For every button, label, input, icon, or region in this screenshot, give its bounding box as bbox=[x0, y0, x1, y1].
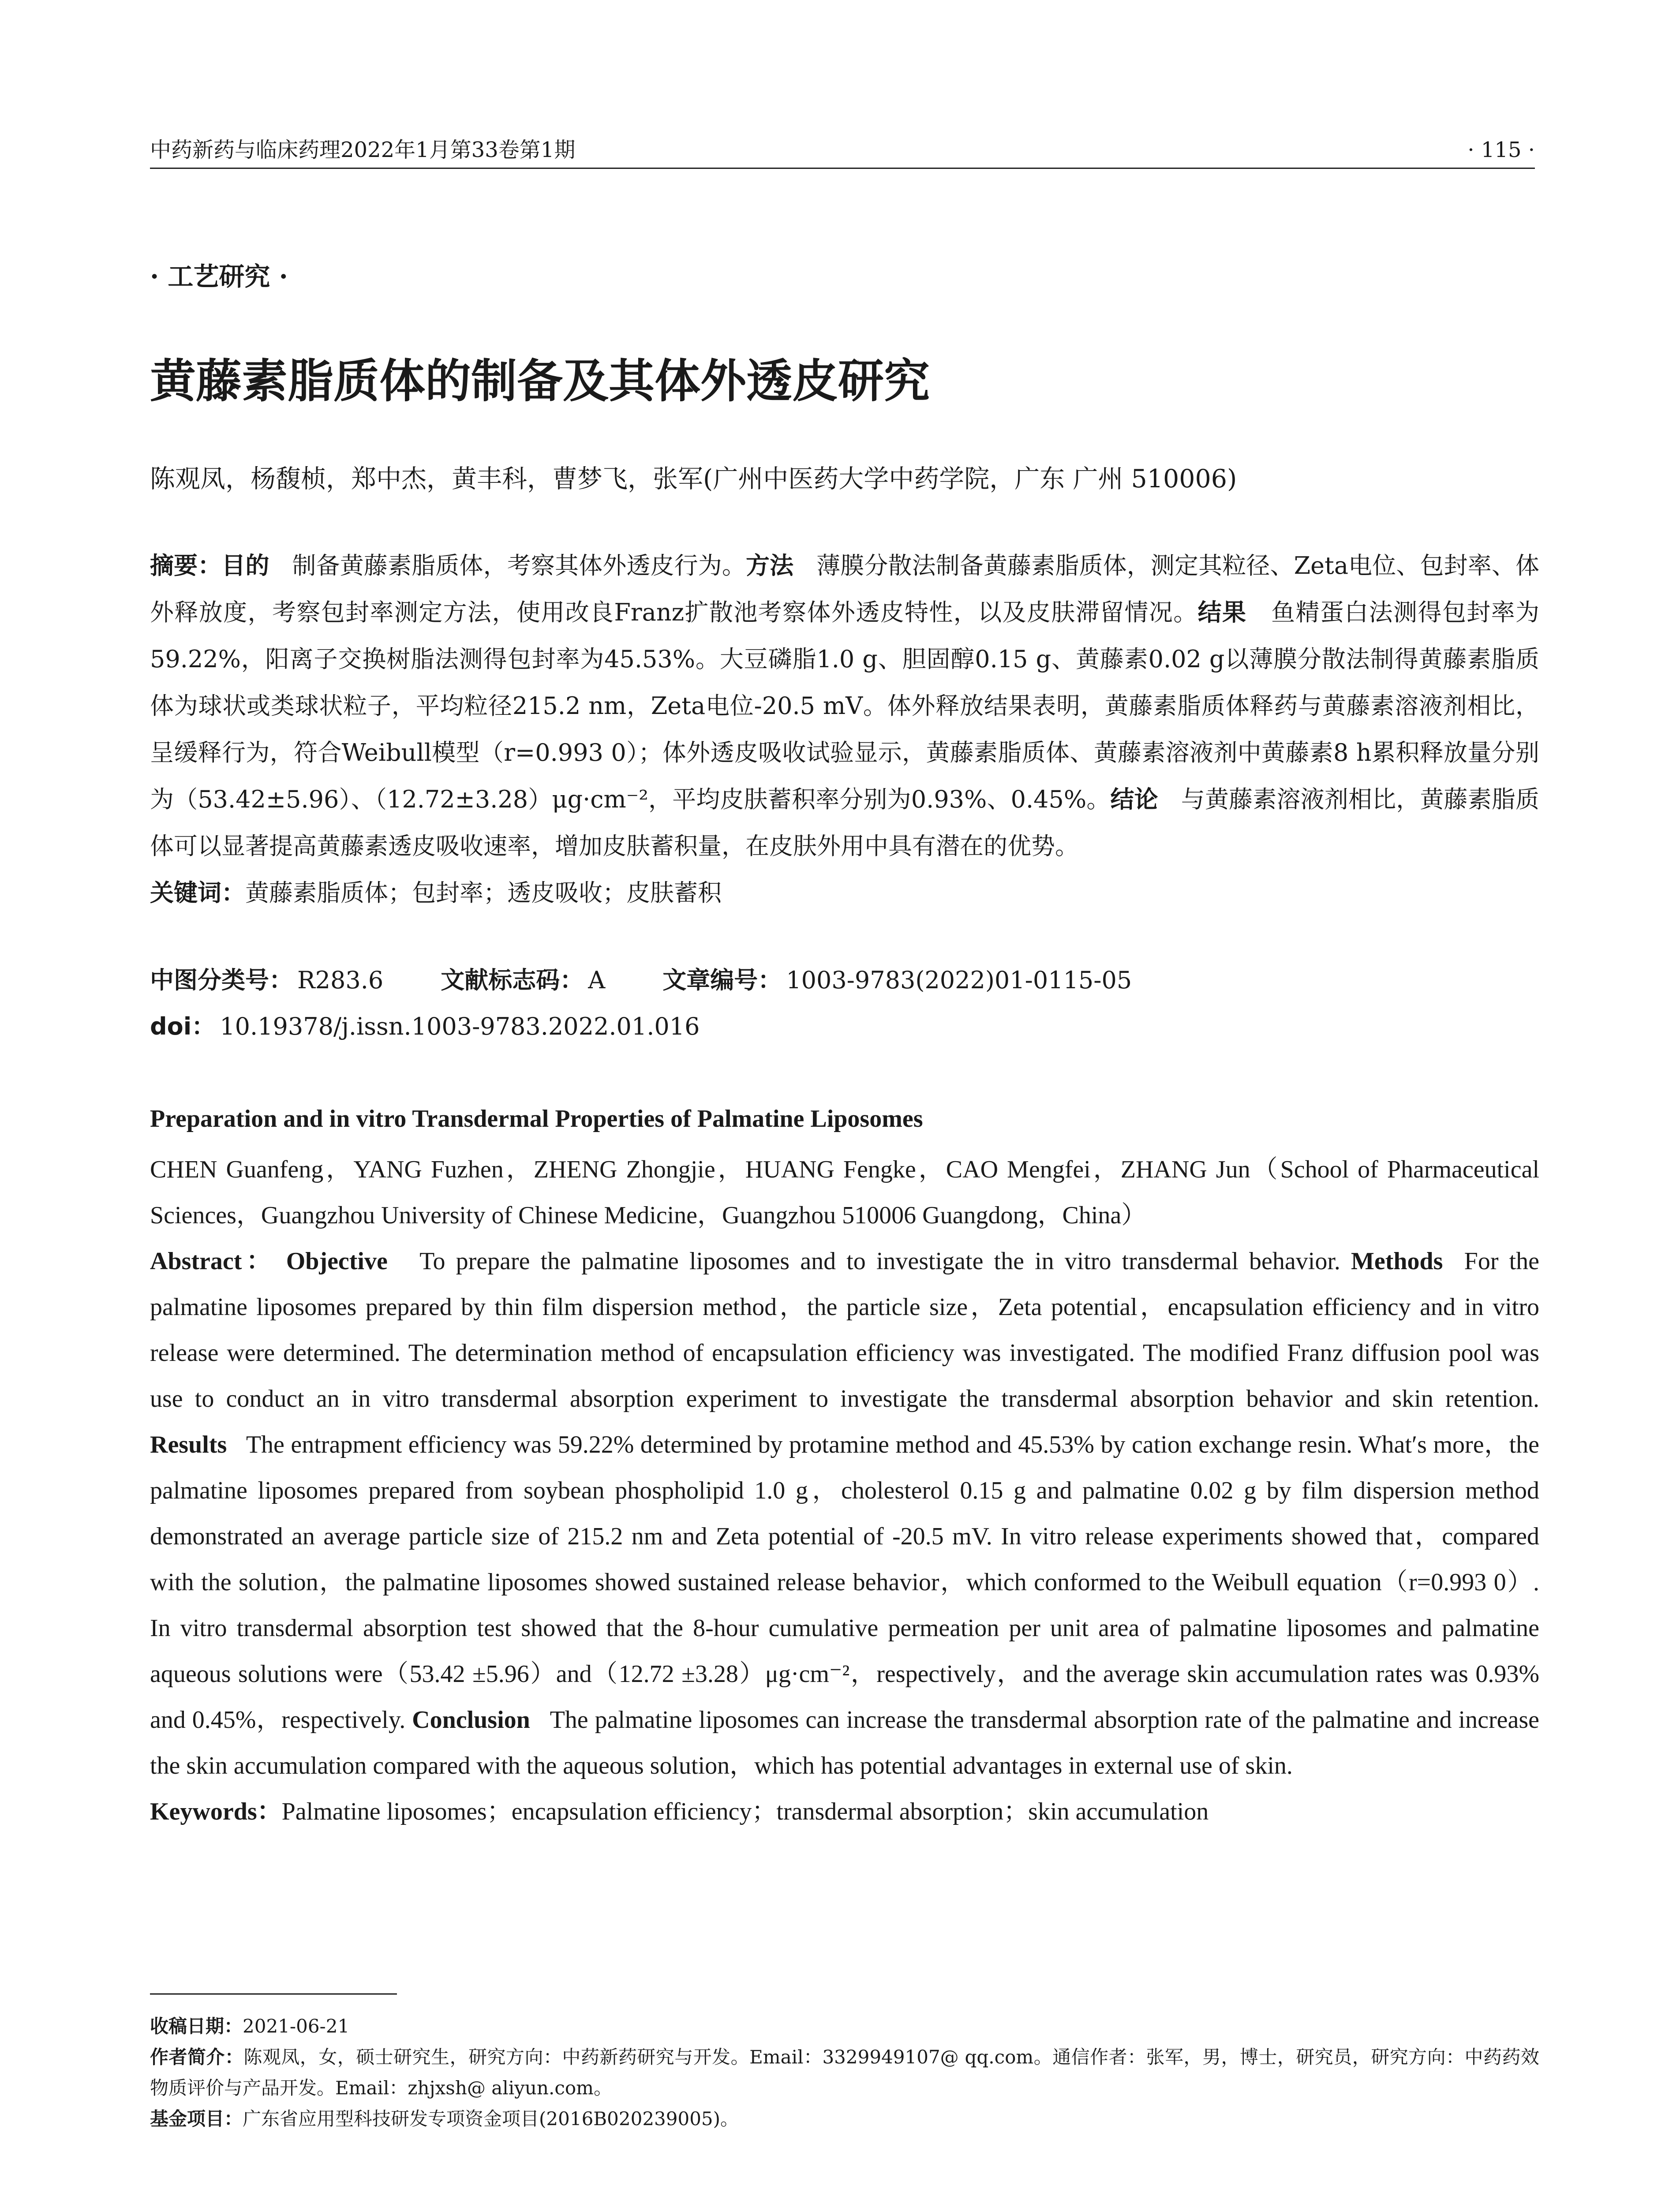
footnote-divider bbox=[150, 1993, 397, 1995]
journal-citation: 中药新药与临床药理2022年1月第33卷第1期 bbox=[150, 138, 576, 162]
article-no-label: 文章编号： bbox=[662, 966, 782, 994]
keywords-en-label: Keywords： bbox=[150, 1798, 282, 1825]
methods-cn-label: 方法 bbox=[745, 552, 794, 579]
classification-line bbox=[150, 961, 1132, 995]
page-number: · 115 · bbox=[1467, 138, 1535, 162]
column-label: · 工艺研究 · bbox=[150, 262, 288, 292]
footnotes bbox=[150, 2011, 1539, 2134]
abstract-cn bbox=[150, 542, 1539, 916]
keywords-en-text: Palmatine liposomes；encapsulation efficiency；transdermal absorption；skin accumulation bbox=[281, 1798, 1209, 1825]
keywords-cn-text: 黄藤素脂质体；包封率；透皮吸收；皮肤蓄积 bbox=[245, 879, 722, 907]
results-en-text: The entrapment efficiency was 59.22% determined by protamine method and 45.53% by cation exchange resin. What′s more，the palmatine liposomes prepared from soybean phospholipid 1.0 g，cholesterol 0.15 g and palmatine 0.02 g by film dispersion method demonstrated an average particle size of 215.2 nm and Zeta potential of -20.5 mV. In vitro release experiments showed that，compared with the solution，the palmatine liposomes showed sustained release behavior，which conformed to the Weibull equation（r=0.993 0）. In vitro transdermal absorption test showed that the 8-hour cumulative permeation per unit area of palmatine liposomes and palmatine aqueous solutions were（53.42 ±5.96）and（12.72 ±3.28）μg·cm⁻²，respectively，and the average skin accumulation rates was 0.93% and 0.45%，respectively. bbox=[150, 1431, 1540, 1734]
results-en-label: Results bbox=[150, 1431, 227, 1458]
doc-code-label: 文献标志码： bbox=[441, 966, 584, 994]
received-value: 2021-06-21 bbox=[243, 2015, 350, 2037]
abstract-cn-label: 摘要： bbox=[150, 552, 222, 579]
conclusion-en-label: Conclusion bbox=[412, 1706, 530, 1734]
running-header bbox=[150, 132, 1535, 169]
objective-cn-label: 目的 bbox=[221, 552, 269, 579]
methods-cn-text: 薄膜分散法制备黄藤素脂质体，测定其粒径、Zeta电位、包封率、体外释放度，考察包封率测定方法，使用改良Franz扩散池考察体外透皮特性，以及皮肤滞留情况。 bbox=[150, 552, 1540, 626]
conclusion-en-text: The palmatine liposomes can increase the transdermal absorption rate of the palmatine and increase the skin accumulation compared with the aqueous solution，which has potential advantages in external use of skin. bbox=[150, 1706, 1540, 1779]
methods-en-label: Methods bbox=[1351, 1248, 1443, 1275]
authors-en: CHEN Guanfeng，YANG Fuzhen，ZHENG Zhongjie，HUANG Fengke，CAO Mengfei，ZHANG Jun（School of Pharmaceutical Sciences，Guangzhou University of Chinese Medicine，Guangzhou 510006 Guangdong，China） bbox=[150, 1156, 1539, 1229]
article-no-value: 1003-9783(2022)01-0115-05 bbox=[786, 966, 1132, 994]
fund-note bbox=[150, 2104, 1539, 2134]
article-title-en: Preparation and in vitro Transdermal Properties of Palmatine Liposomes bbox=[150, 1105, 923, 1132]
received-date-note bbox=[150, 2011, 1539, 2042]
author-bio-label: 作者简介： bbox=[150, 2046, 244, 2068]
author-bio-note bbox=[150, 2042, 1539, 2104]
results-cn-text: 鱼精蛋白法测得包封率为59.22%，阳离子交换树脂法测得包封率为45.53%。大豆磷脂1.0 g、胆固醇0.15 g、黄藤素0.02 g以薄膜分散法制得黄藤素脂质体为球状或类球状粒子，平均粒径215.2 nm，Zeta电位-20.5 mV。体外释放结果表明，黄藤素脂质体释药与黄藤素溶液剂相比，呈缓释行为，符合Weibull模型（r=0.993 0）；体外透皮吸收试验显示，黄藤素脂质体、黄藤素溶液剂中黄藤素8 h累积释放量分别为（53.42±5.96）、（12.72±3.28）μg·cm⁻²，平均皮肤蓄积率分别为0.93%、0.45%。 bbox=[150, 598, 1540, 813]
methods-en-text: For the palmatine liposomes prepared by thin film dispersion method，the particle size，Zeta potential，encapsulation efficiency and in vitro release were determined. The determination method of encapsulation efficiency was investigated. The modified Franz diffusion pool was use to conduct an in vitro transdermal absorption experiment to investigate the transdermal absorption behavior and skin retention. bbox=[150, 1248, 1539, 1413]
objective-cn-text: 制备黄藤素脂质体，考察其体外透皮行为。 bbox=[292, 552, 746, 579]
doi-line bbox=[150, 1008, 700, 1042]
doi-label: doi： bbox=[150, 1013, 216, 1040]
received-label: 收稿日期： bbox=[150, 2015, 243, 2037]
article-title-cn: 黄藤素脂质体的制备及其体外透皮研究 bbox=[150, 354, 930, 408]
results-cn-label: 结果 bbox=[1197, 598, 1247, 626]
objective-en-text: To prepare the palmatine liposomes and to investigate the in vitro transdermal behavior. bbox=[419, 1248, 1340, 1275]
doc-code-value: A bbox=[588, 966, 606, 994]
abstract-en bbox=[150, 1238, 1539, 1835]
fund-label: 基金项目： bbox=[150, 2108, 243, 2130]
clc-label: 中图分类号： bbox=[150, 966, 293, 994]
doi-value: 10.19378/j.issn.1003-9783.2022.01.016 bbox=[220, 1013, 700, 1040]
abstract-en-label: Abstract： bbox=[150, 1248, 276, 1275]
conclusion-cn-text: 与黄藤素溶液剂相比，黄藤素脂质体可以显著提高黄藤素透皮吸收速率，增加皮肤蓄积量，在皮肤外用中具有潜在的优势。 bbox=[150, 785, 1540, 860]
author-bio-value: 陈观凤，女，硕士研究生，研究方向：中药新药研究与开发。Email：3329949107@ qq.com。通信作者：张军，男，博士，研究员，研究方向：中药药效物质评价与产品开发。Email：zhjxsh@ aliyun.com。 bbox=[150, 2046, 1539, 2099]
keywords-cn-label: 关键词： bbox=[150, 879, 245, 907]
conclusion-cn-label: 结论 bbox=[1110, 785, 1158, 813]
clc-value: R283.6 bbox=[297, 966, 384, 994]
fund-value: 广东省应用型科技研发专项资金项目(2016B020239005)。 bbox=[243, 2108, 739, 2130]
objective-en-label: Objective bbox=[286, 1248, 388, 1275]
authors-cn: 陈观凤，杨馥桢，郑中杰，黄丰科，曹梦飞，张军(广州中医药大学中药学院，广东 广州 510006) bbox=[150, 464, 1237, 493]
